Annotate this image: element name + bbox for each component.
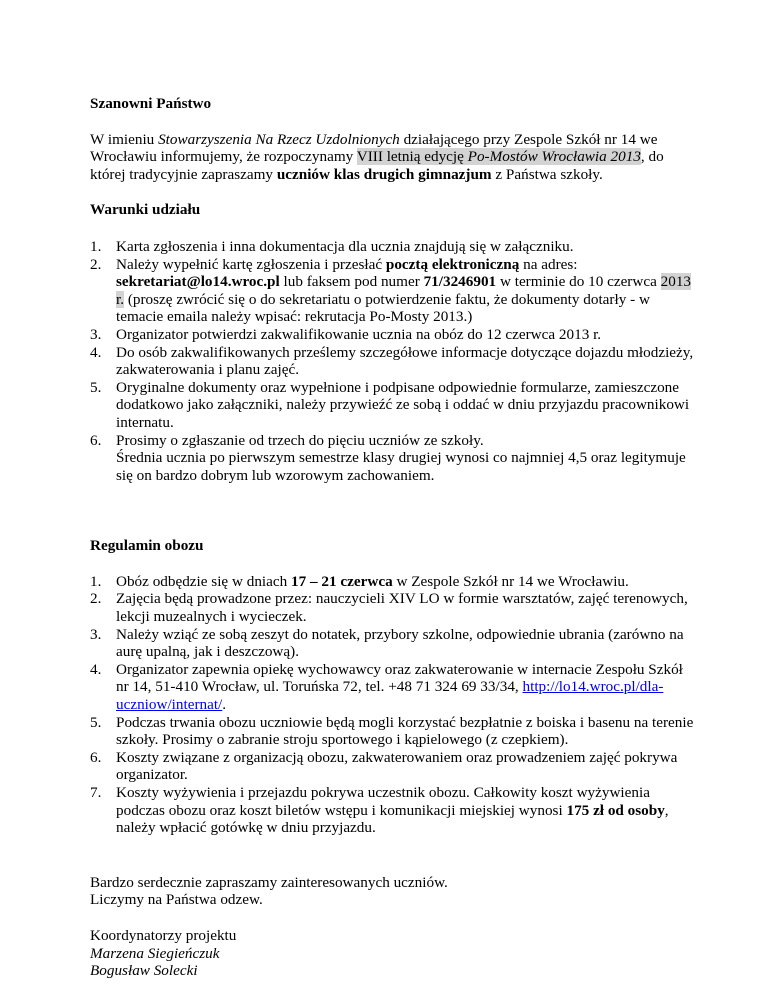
organization-name: Stowarzyszenia Na Rzecz Uzdolnionych	[158, 130, 400, 148]
section-heading-regulamin: Regulamin obozu	[90, 537, 204, 555]
date-highlight: 2013 r.	[116, 273, 691, 308]
list-item: 3. Organizator potwierdzi zakwalifikowanie ucznia na obóz do 12 czerwca 2013 r.	[90, 325, 602, 343]
target-group: uczniów klas drugich gimnazjum	[276, 165, 492, 183]
list-item: 6. Prosimy o zgłaszanie od trzech do pięciu uczniów ze szkoły. Średnia ucznia po pierwszym semestrze klasy drugiej wynosi co najmniej 4,5 oraz legitymuje się on bardzo dobrym lub wzorowym zachowaniem.	[90, 431, 686, 484]
edition-highlight: VIII letnią edycję Po-Mostów Wrocławia 2013	[356, 148, 641, 166]
list-item: 5. Oryginalne dokumenty oraz wypełnione i podpisane odpowiednie formularze, zamieszczone dodatkowo jako załączniki, należy przywieźć ze sobą i oddać w dniu przyjazdu pracownikowi internatu.	[90, 378, 690, 431]
signature-person-2: Bogusław Solecki	[90, 962, 198, 980]
signature-person-1: Marzena Siegieńczuk	[90, 944, 220, 962]
list-item: 2. Zajęcia będą prowadzone przez: nauczycieli XIV LO w formie warsztatów, zajęć terenowych, lekcji muzealnych i wycieczek.	[90, 590, 688, 626]
event-name: Po-Mostów Wrocławia 2013	[467, 148, 641, 166]
cost-amount: 175 zł od osoby	[566, 801, 665, 819]
list-item: 6. Koszty związane z organizacją obozu, zakwaterowaniem oraz prowadzeniem zajęć pokrywa organizator.	[90, 748, 678, 784]
list-item: 3. Należy wziąć ze sobą zeszyt do notatek, przybory szkolne, odpowiednie ubrania (zarówno na aurę upalną, jak i deszczową).	[90, 625, 684, 661]
list-item: 4. Organizator zapewnia opiekę wychowawcy oraz zakwaterowanie w internacie Zespołu Szkół nr 14, 51-410 Wrocław, ul. Toruńska 72, tel. +48 71 324 69 33/34, http://lo14.wroc.pl/dla-uczniow/internat/.	[90, 660, 683, 714]
section-heading-warunki: Warunki udziału	[90, 201, 201, 219]
list-item: 7. Koszty wyżywienia i przejazdu pokrywa uczestnik obozu. Całkowity koszt wyżywienia podczas obozu oraz koszt biletów wstępu i komunikacji miejskiej wynosi 175 zł od osoby, należy wpłacić gotówkę w dniu przyjazdu.	[90, 784, 669, 837]
fax-number: 71/3246901	[423, 273, 497, 291]
list-item: 2. Należy wypełnić kartę zgłoszenia i przesłać pocztą elektroniczną na adres: sekretariat@lo14.wroc.pl lub faksem pod numer 71/3246901 w terminie do 10 czerwca 2013 r. (proszę zwrócić się o do sekretariatu o potwierdzenie faktu, że dokumenty dotarły - w temacie emaila należy wpisać: rekrutacja Po-Mosty 2013.)	[90, 255, 691, 326]
regulamin-list	[90, 573, 694, 837]
email-address: sekretariat@lo14.wroc.pl	[116, 273, 280, 291]
closing-line-2: Liczymy na Państwa odzew.	[90, 891, 263, 909]
list-item: 1. Obóz odbędzie się w dniach 17 – 21 czerwca w Zespole Szkół nr 14 we Wrocławiu.	[90, 572, 629, 590]
signature-role: Koordynatorzy projektu	[90, 926, 237, 944]
closing-line-1: Bardzo serdecznie zapraszamy zainteresowanych uczniów.	[90, 873, 448, 891]
greeting: Szanowni Państwo	[90, 95, 212, 112]
warunki-list	[90, 238, 694, 484]
list-item: 1. Karta zgłoszenia i inna dokumentacja dla ucznia znajdują się w załączniku.	[90, 237, 574, 255]
internat-link[interactable]: http://lo14.wroc.pl/dla-uczniow/internat/	[116, 678, 664, 714]
letter-page	[90, 95, 694, 980]
camp-dates: 17 – 21 czerwca	[291, 572, 393, 590]
list-item: 4. Do osób zakwalifikowanych prześlemy szczegółowe informacje dotyczące dojazdu młodzieży, zakwaterowania i planu zajęć.	[90, 343, 694, 379]
list-item: 5. Podczas trwania obozu uczniowie będą mogli korzystać bezpłatnie z boiska i basenu na terenie szkoły. Prosimy o zabranie stroju sportowego i kąpielowego (z czepkiem).	[90, 713, 694, 749]
intro-paragraph: W imieniu Stowarzyszenia Na Rzecz Uzdolnionych działającego przy Zespole Szkół nr 14 we Wrocławiu informujemy, że rozpoczynamy VIII letnią edycję Po-Mostów Wrocławia 2013, do której tradycyjnie zapraszamy uczniów klas drugich gimnazjum z Państwa szkoły.	[90, 130, 664, 183]
